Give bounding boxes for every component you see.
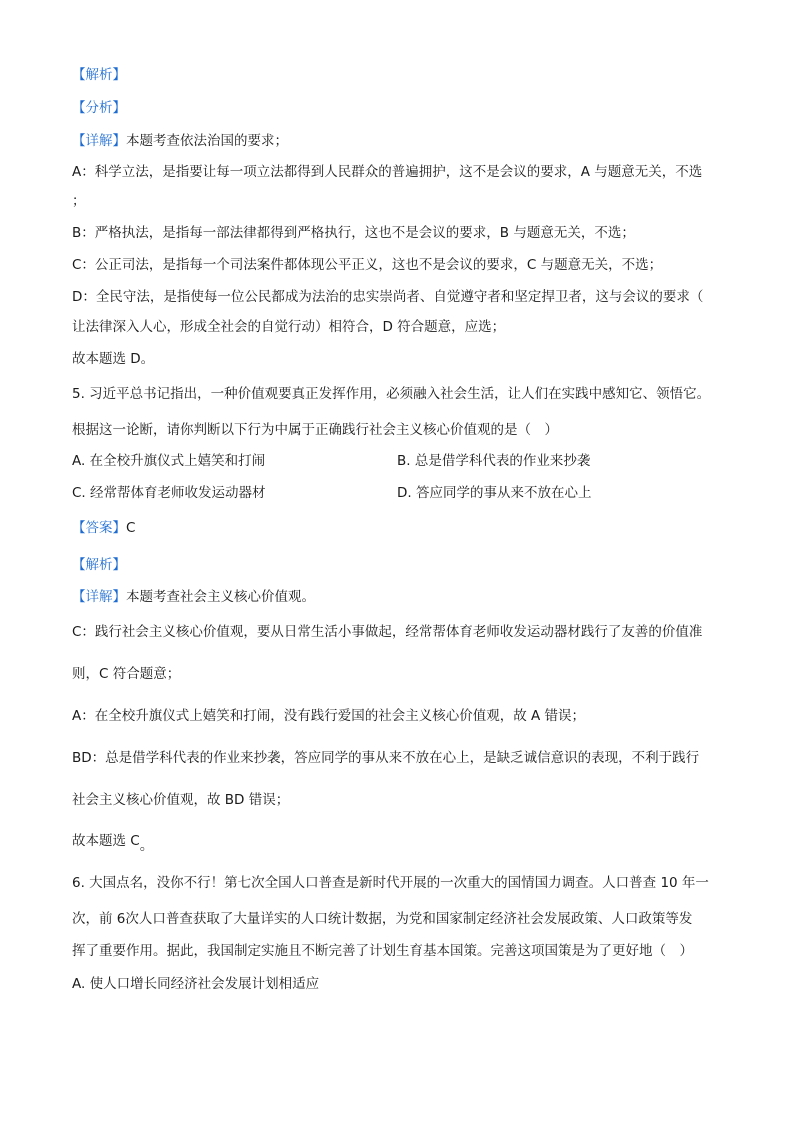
- conclusion-line: 故本题选 D。: [72, 351, 155, 367]
- q5-conclusion-period: 。: [139, 838, 154, 854]
- q5-conclusion: [72, 832, 154, 854]
- fenxi-heading: 【分析】: [72, 100, 126, 116]
- answer-line: [72, 519, 135, 537]
- option-a-explanation: A：科学立法，是指要让每一项立法都得到人民群众的普遍拥护，这不是会议的要求，A 与题意无关，不选: [72, 164, 703, 180]
- question-6-prompt: 挥了重要作用。据此，我国制定实施且不断完善了计划生育基本国策。完善这项国策是为了更好地（ ）: [72, 943, 693, 959]
- q5-option-a: A. 在全校升旗仪式上嬉笑和打闹: [72, 453, 266, 469]
- option-b-explanation: B：严格执法，是指每一部法律都得到严格执行，这也不是会议的要求，B 与题意无关，不选；: [72, 225, 635, 241]
- analysis-heading-2: 【解析】: [72, 557, 126, 573]
- detail-text: 本题考查依法治国的要求；: [126, 133, 288, 149]
- detail-tag-2: 【详解】: [72, 589, 126, 605]
- q5-option-d: D. 答应同学的事从来不放在心上: [397, 485, 592, 501]
- q5-option-b: B. 总是借学科代表的作业来抄袭: [397, 453, 591, 469]
- q5-c-explanation-cont: 则，C 符合题意；: [72, 666, 181, 682]
- q5-option-c: C. 经常帮体育老师收发运动器材: [72, 485, 266, 501]
- question-5-stem: 5. 习近平总书记指出，一种价值观要真正发挥作用，必须融入社会生活，让人们在实践中感知它、领悟它。: [72, 386, 711, 402]
- detail-text-2: 本题考查社会主义核心价值观。: [126, 589, 315, 605]
- analysis-heading: 【解析】: [72, 67, 126, 83]
- detail-tag: 【详解】: [72, 133, 126, 149]
- detail-line-2: [72, 588, 315, 606]
- question-6-stem: 6. 大国点名，没你不行！第七次全国人口普查是新时代开展的一次重大的国情国力调查。人口普查 10 年一: [72, 875, 709, 891]
- q5-bd-explanation: BD：总是借学科代表的作业来抄袭，答应同学的事从来不放在心上，是缺乏诚信意识的表现，不利于践行: [72, 750, 700, 766]
- answer-value: C: [126, 520, 136, 536]
- question-6-stem-cont: 次，前 6次人口普查获取了大量详实的人口统计数据，为党和国家制定经济社会发展政策、人口政策等发: [72, 911, 693, 927]
- q5-a-explanation: A：在全校升旗仪式上嬉笑和打闹，没有践行爱国的社会主义核心价值观，故 A 错误；: [72, 708, 586, 724]
- q6-option-a: A. 使人口增长同经济社会发展计划相适应: [72, 976, 320, 992]
- question-5-prompt: 根据这一论断，请你判断以下行为中属于正确践行社会主义核心价值观的是（ ）: [72, 422, 558, 438]
- answer-tag: 【答案】: [72, 520, 126, 536]
- option-c-explanation: C：公正司法，是指每一个司法案件都体现公平正义，这也不是会议的要求，C 与题意无关，不选；: [72, 257, 663, 273]
- option-d-explanation: D：全民守法，是指使每一位公民都成为法治的忠实崇尚者、自觉遵守者和坚定捍卫者，这与会议的要求（: [72, 289, 704, 305]
- option-d-explanation-cont: 让法律深入人心，形成全社会的自觉行动）相符合，D 符合题意，应选；: [72, 319, 506, 335]
- q5-c-explanation: C：践行社会主义核心价值观，要从日常生活小事做起，经常帮体育老师收发运动器材践行了友善的价值准: [72, 624, 703, 640]
- q5-conclusion-text: 故本题选 C: [72, 833, 140, 849]
- semicolon-line: ；: [72, 193, 86, 209]
- detail-line: [72, 132, 288, 150]
- q5-bd-explanation-cont: 社会主义核心价值观，故 BD 错误；: [72, 792, 290, 808]
